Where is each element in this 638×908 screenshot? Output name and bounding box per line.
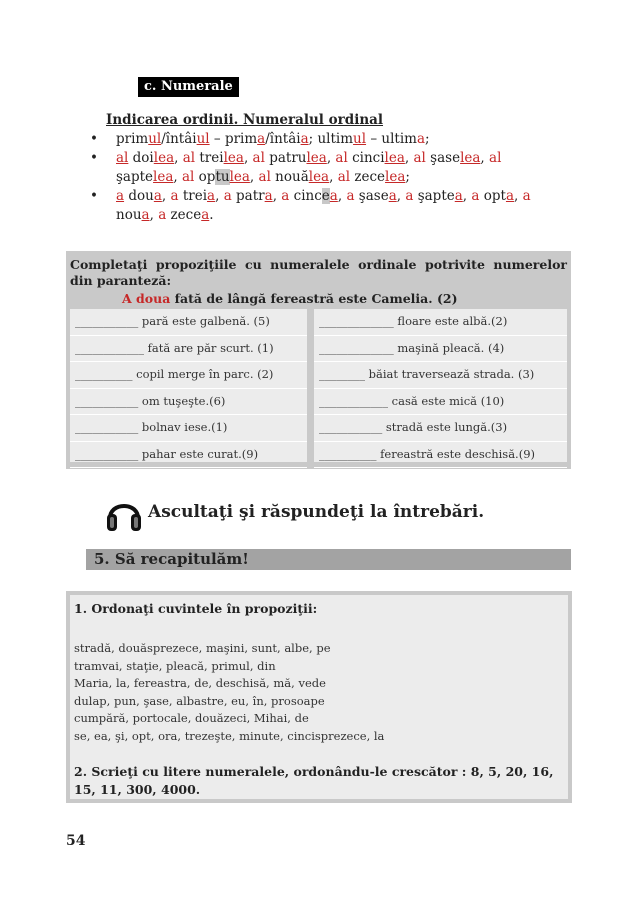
ordinal-ending: al [252,150,265,166]
rule-item [86,149,556,187]
task1-title: 1. Ordonaţi cuvintele în propoziţii: [74,601,318,616]
rule-segment: , [249,169,259,185]
ordinal-ending: lea [384,150,405,166]
ordinal-ending: a [158,207,167,223]
rule-segment: cinci [347,150,385,166]
rule-segment: zece [166,207,202,223]
ordinal-ending: a [454,188,463,204]
rule-segment: doi [128,150,154,166]
rule-segment: , [480,150,490,166]
exercise-row[interactable]: _____________ floare este albă.(2) [314,309,567,336]
rule-segment: , [326,150,336,166]
ordinal-ending: lea [385,169,406,185]
rule-text [116,131,430,147]
page-number: 54 [66,833,86,849]
headphones-icon [104,494,144,534]
exercise-instructions-line2: din paranteză: [70,273,172,288]
exercise-row[interactable]: ____________ casă este mică (10) [314,389,567,416]
ordinal-ending: al [489,150,502,166]
rule-segment: prim [116,131,149,147]
rule-text [116,150,501,185]
rule-segment: nouă [270,169,309,185]
example-sentence: fată de lângă fereastră este Camelia. (2) [170,291,458,306]
exercise-example [122,291,458,306]
ordinal-ending: lea [460,150,481,166]
ordinal-ending: a [416,131,426,147]
rule-segment: şapte [116,169,154,185]
rule-text [116,188,531,223]
ordinal-ending: a [329,188,338,204]
ordinal-ending: a [346,188,355,204]
ordinal-ending: al [335,150,348,166]
exercise-row[interactable]: ____________ fată are păr scurt. (1) [70,336,307,363]
rule-segment: şase [425,150,461,166]
exercise-right-column [314,309,567,462]
exercise-row[interactable]: ___________ pahar este curat.(9) [70,442,307,469]
rule-segment: patru [264,150,307,166]
ordinal-ending: a [281,188,290,204]
ordinal-ending: a [257,131,266,147]
exercise-row[interactable]: ___________ om tuşeşte.(6) [70,389,307,416]
ordinal-ending: lea [308,169,330,185]
rule-segment: , [215,188,224,204]
rule-segment: – ultim [366,131,417,147]
ordinal-ending: a [522,188,531,204]
rule-item [86,130,556,149]
rule-segment: dou [124,188,154,204]
ordinal-ending: al [116,150,129,166]
rule-segment: trei [195,150,224,166]
ordinal-ending: a [505,188,515,204]
rule-segment: , [396,188,406,204]
rule-segment: , [174,150,183,166]
rule-segment: , [243,150,253,166]
exercise-row[interactable]: ___________ stradă este lungă.(3) [314,415,567,442]
rule-segment: ; ultim [308,131,354,147]
exercise-row[interactable]: ________ băiat traversează strada. (3) [314,362,567,389]
rule-segment: , [149,207,159,223]
example-answer: A doua [122,291,171,306]
ordinal-ending: a [264,188,273,204]
ordinal-ending: al [413,150,426,166]
rule-segment: , [404,150,414,166]
exercise-row[interactable]: _____________ maşină pleacă. (4) [314,336,567,363]
rule-segment: , [173,169,182,185]
rule-segment: /întâi [265,131,301,147]
rule-segment: opt [479,188,506,204]
ordinal-ending: a [223,188,232,204]
ordinal-ending: ul [353,131,367,147]
ordinal-ending: lea [223,150,244,166]
exercise-row[interactable]: __________ fereastră este deschisă.(9) [314,442,567,469]
exercise-row[interactable]: __________ copil merge în parc. (2) [70,362,307,389]
ordinal-ending: a [207,188,216,204]
listen-heading: Ascultaţi şi răspundeţi la întrebări. [148,502,485,522]
rule-segment: op [194,169,216,185]
ordinal-ending: a [201,207,210,223]
word-line: se, ea, şi, opt, ora, trezeşte, minute, cincisprezece, la [74,728,385,743]
ordinal-ending: a [116,188,125,204]
ordinal-ending: al [258,169,271,185]
rule-segment: , [514,188,523,204]
exercise-row[interactable]: ___________ bolnav iese.(1) [70,415,307,442]
ordinal-ending: a [141,207,150,223]
word-line: stradă, douăsprezece, maşini, sunt, albe, pe [74,641,331,655]
word-line: cumpără, portocale, douăzeci, Mihai, de [74,711,309,725]
rule-item [86,187,556,225]
exercise-left-column [70,309,307,462]
exercise-row[interactable]: ___________ pară este galbenă. (5) [70,309,307,336]
ordinal-ending: lea [153,169,174,185]
exercise-instructions-line1: Completaţi propoziţiile cu numeralele ordinale potrivite numerelor [70,257,567,272]
exercise-instructions [70,257,567,289]
rule-segment: zece [350,169,386,185]
bullet-icon: • [90,188,98,204]
rule-segment: cinc [289,188,322,204]
bullet-icon: • [90,150,98,166]
ordinal-ending: a [471,188,480,204]
rule-segment: . [209,207,214,223]
ordinal-ending: al [182,169,195,185]
rule-segment: , [272,188,282,204]
bullet-icon: • [90,131,98,147]
ordinal-ending: a [405,188,414,204]
rule-segment: patr [231,188,265,204]
rule-segment: , [329,169,338,185]
ordinal-ending: lea [153,150,175,166]
ordinal-ending: a [388,188,397,204]
ordinal-rules-list [86,130,556,225]
word-line: tramvai, staţie, pleacă, primul, din [74,658,276,673]
rule-segment: şase [354,188,389,204]
rule-segment: ; [405,169,410,185]
rule-segment: , [462,188,472,204]
rule-segment: tu [215,169,230,185]
rule-segment: /întâi [161,131,197,147]
rule-segment: – prim [209,131,258,147]
ordinal-ending: al [337,169,351,185]
rule-segment: ; [425,131,430,147]
ordinal-ending: ul [148,131,162,147]
ordinal-ending: ul [196,131,210,147]
rule-segment: , [337,188,347,204]
section-5-heading: 5. Să recapitulăm! [86,549,571,570]
rule-segment: , [161,188,171,204]
word-line: Maria, la, fereastra, de, deschisă, mă, vede [74,676,326,690]
section-c-heading: c. Numerale [138,77,239,97]
ordinal-ending: a [170,188,179,204]
rule-segment: e [321,188,330,204]
task2-text: 2. Scrieţi cu litere numeralele, ordonându-le crescător : 8, 5, 20, 16, 15, 11, 300, 4000. [74,764,554,797]
rule-segment: nou [116,207,142,223]
ordinal-ending: lea [306,150,327,166]
subtitle: Indicarea ordinii. Numeralul ordinal [106,112,384,128]
ordinal-ending: a [153,188,162,204]
rule-segment: şapte [413,188,455,204]
ordinal-ending: al [182,150,196,166]
ordinal-ending: a [300,131,309,147]
ordinal-ending: lea [229,169,250,185]
word-line: dulap, pun, şase, albastre, eu, în, prosoape [74,693,325,708]
task1-word-lines [74,640,384,745]
rule-segment: trei [178,188,208,204]
